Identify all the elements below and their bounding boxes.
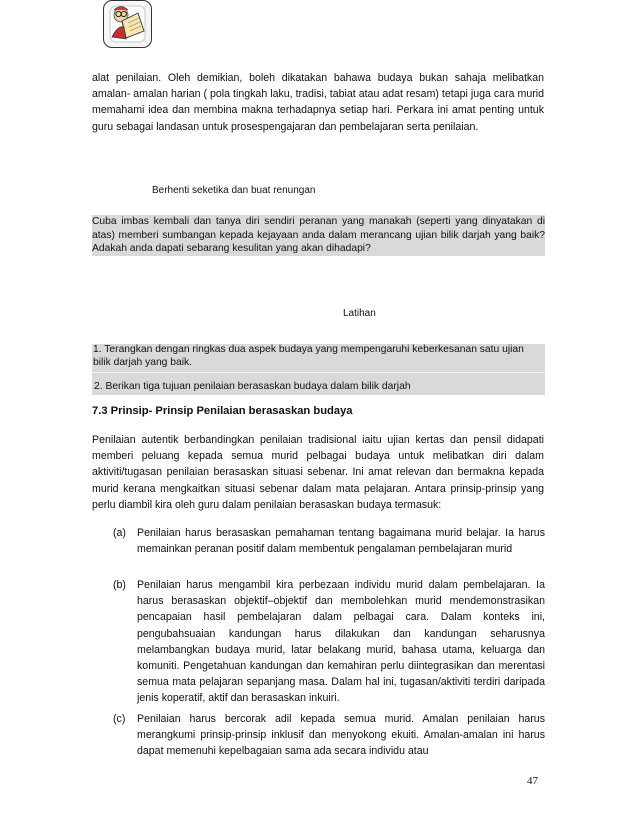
- page-number: 47: [527, 775, 538, 787]
- list-marker: (b): [113, 579, 126, 591]
- exercise-title: Latihan: [343, 308, 376, 319]
- list-item-text: Penilaian harus mengambil kira perbezaan individu murid dalam pembelajaran. Ia harus berasaskan objektif–objektif dan membolehkan murid mendemonstrasikan pencapaian hasil pembelajaran dalam pelbagai cara. Dalam konteks ini, pengubahsuaian kandungan harus dilakukan dan kandungan seharusnya melambangkan budaya murid, latar belakang murid, bahasa utama, keluarga dan komuniti. Pengetahuan kandungan dan kemahiran perlu diintegrasikan dan merentasi semua mata pelajaran sepanjang masa. Dalam hal ini, tugasan/aktiviti terdiri daripada jenis koperatif, aktif dan berasaskan inkuiri.: [137, 579, 545, 705]
- reader-icon: [104, 1, 151, 47]
- reflection-title: Berhenti seketika dan buat renungan: [152, 185, 316, 196]
- list-marker: (c): [113, 713, 126, 725]
- list-item-text: Penilaian harus bercorak adil kepada semua murid. Amalan penilaian harus merangkumi prinsip-prinsip inklusif dan menyokong ekuiti. Amalan-amalan ini harus dapat memenuhi kepelbagaian sama ada secara individu atau: [137, 713, 545, 758]
- section-heading: 7.3 Prinsip- Prinsip Penilaian berasaskan budaya: [92, 405, 353, 417]
- list-item: [113, 577, 545, 707]
- book-reader-logo: [103, 0, 152, 48]
- reflection-box: [92, 215, 545, 256]
- reflection-text: Cuba imbas kembali dan tanya diri sendiri peranan yang manakah (seperti yang dinyatakan di atas) memberi sumbangan kepada kejayaan anda dalam merancang ujian bilik darjah yang baik? Adakah anda dapati sebarang kesulitan yang akan dihadapi?: [92, 216, 545, 254]
- list-item: [113, 525, 545, 573]
- list-item: [113, 711, 545, 761]
- list-item-text: Penilaian harus berasaskan pemahaman tentang bagaimana murid belajar. Ia harus memainkan peranan positif dalam membentuk pengalaman pembelajaran murid: [137, 527, 545, 556]
- exercise-question-2: 2. Berikan tiga tujuan penilaian berasaskan budaya dalam bilik darjah: [94, 381, 411, 392]
- list-marker: (a): [113, 527, 126, 539]
- section-paragraph: Penilaian autentik berbandingkan penilaian tradisional iaitu ujian kertas dan pensil didapati memberi peluang kepada semua murid pelbagai budaya untuk melibatkan diri dalam aktiviti/tugasan penilaian berasaskan situasi sebenar. Ini amat relevan dan bermakna kepada murid kerana mengkaitkan situasi sebenar dalam mata pelajaran. Antara prinsip-prinsip yang perlu diambil kira oleh guru dalam penilaian berasaskan budaya termasuk:: [92, 434, 544, 511]
- exercise-box: [92, 344, 545, 395]
- intro-paragraph: alat penilaian. Oleh demikian, boleh dikatakan bahawa budaya bukan sahaja melibatkan amalan- amalan harian ( pola tingkah laku, tradisi, tabiat atau adat resam) tetapi juga cara murid memahami idea dan membina makna terhadapnya setiap hari. Perkara ini amat penting untuk guru sebagai landasan untuk prosespengajaran dan pembelajaran serta penilaian.: [92, 72, 544, 133]
- exercise-question-1: 1. Terangkan dengan ringkas dua aspek budaya yang mempengaruhi keberkesanan satu ujian bilik darjah yang baik.: [93, 344, 524, 368]
- exercise-divider: [92, 372, 545, 373]
